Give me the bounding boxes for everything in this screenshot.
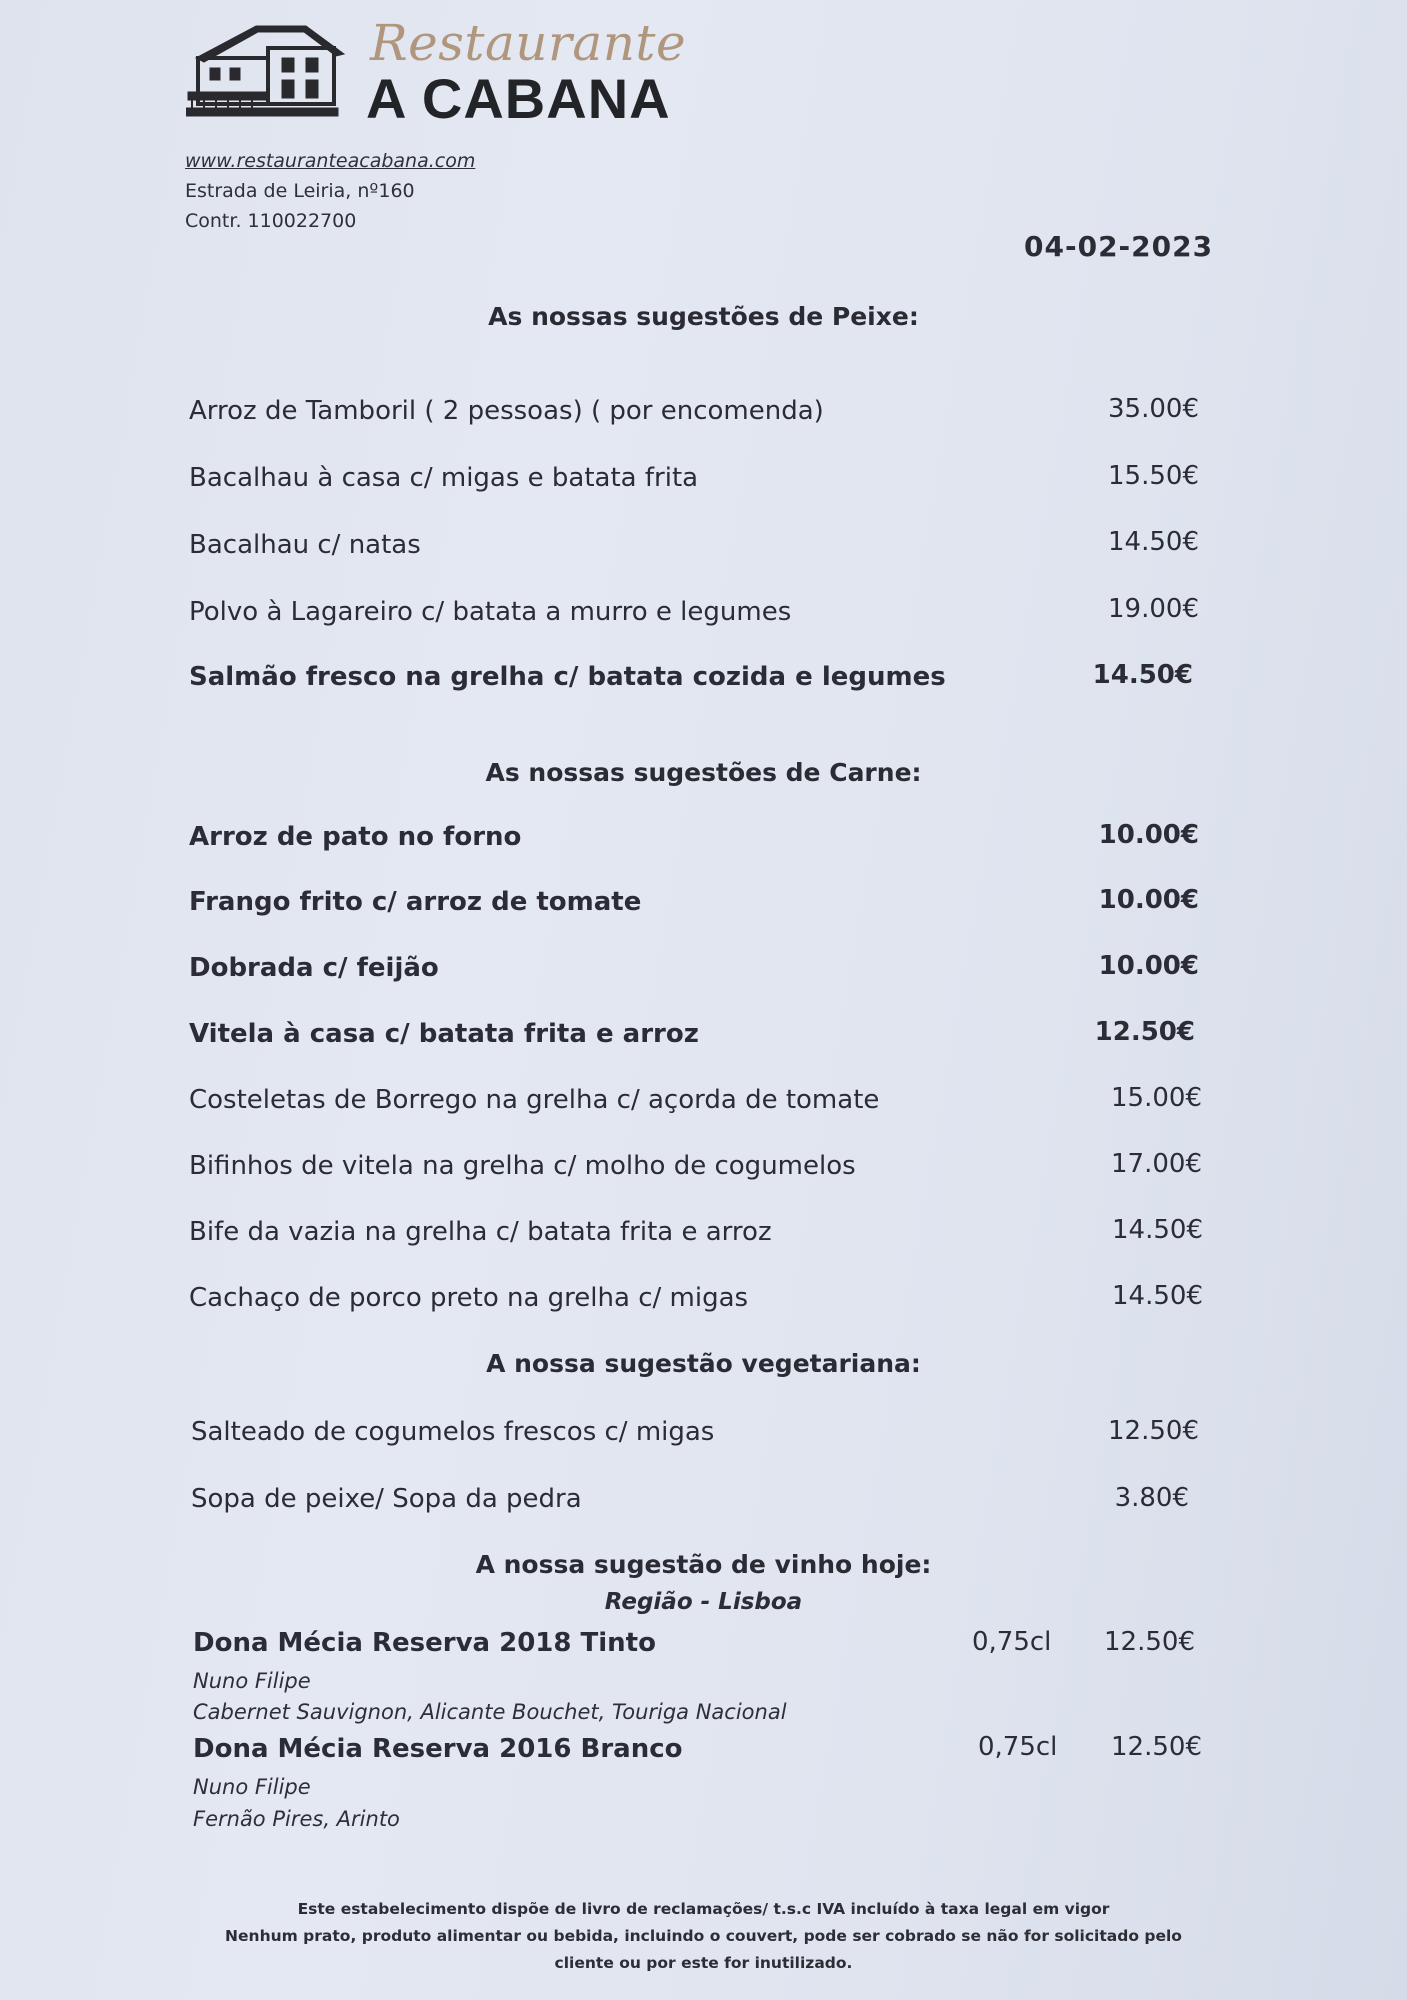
menu-item-price: 10.00€ [1098, 820, 1199, 850]
menu-item-price: 14.50€ [1108, 527, 1199, 557]
wine-grapes: Fernão Pires, Arinto [193, 1807, 400, 1831]
footer-line: Nenhum prato, produto alimentar ou bebida, incluindo o couvert, pode ser cobrado se não for solicitado pelo [225, 1927, 1182, 1945]
wine-region: Região - Lisboa [604, 1589, 803, 1615]
menu-item-name: Bife da vazia na grelha c/ batata frita e arroz [189, 1217, 772, 1247]
menu-item-name: Arroz de Tamboril ( 2 pessoas) ( por encomenda) [189, 396, 824, 426]
menu-item-name: Salteado de cogumelos frescos c/ migas [191, 1417, 715, 1447]
brand-script-title: Restaurante [370, 14, 687, 72]
menu-item-name: Dobrada c/ feijão [189, 953, 439, 983]
menu-item-name: Bacalhau à casa c/ migas e batata frita [189, 463, 699, 493]
menu-item-name: Frango frito c/ arroz de tomate [189, 887, 642, 917]
menu-item-price: 17.00€ [1111, 1149, 1202, 1179]
legal-footer [150, 1896, 1257, 1977]
menu-item-name: Costeletas de Borrego na grelha c/ açorda de tomate [189, 1085, 880, 1115]
wine-grapes: Cabernet Sauvignon, Alicante Bouchet, Touriga Nacional [193, 1700, 787, 1724]
wine-price: 12.50€ [1104, 1627, 1195, 1657]
wine-name: Dona Mécia Reserva 2018 Tinto [193, 1628, 656, 1658]
menu-item-price: 35.00€ [1108, 394, 1199, 424]
menu-item-name: Bacalhau c/ natas [189, 530, 421, 560]
menu-item-name: Arroz de pato no forno [189, 822, 522, 852]
menu-item-price: 15.00€ [1111, 1083, 1202, 1113]
wine-price: 12.50€ [1111, 1732, 1202, 1762]
menu-item-price: 14.50€ [1112, 1281, 1203, 1311]
wine-name: Dona Mécia Reserva 2016 Branco [193, 1734, 683, 1764]
wine-volume: 0,75cl [978, 1732, 1058, 1762]
fish-section-heading: As nossas sugestões de Peixe: [488, 302, 919, 331]
footer-line: Este estabelecimento dispõe de livro de reclamações/ t.s.c IVA incluído à taxa legal em vigor [297, 1900, 1110, 1918]
meat-section-heading: As nossas sugestões de Carne: [485, 758, 922, 787]
tax-id: Contr. 110022700 [185, 210, 357, 232]
brand-name: A CABANA [366, 67, 671, 130]
wine-producer: Nuno Filipe [193, 1775, 311, 1799]
restaurant-logo [186, 18, 346, 122]
menu-item-price: 19.00€ [1108, 594, 1199, 624]
footer-line: cliente ou por este for inutilizado. [554, 1954, 853, 1972]
website-link[interactable]: www.restauranteacabana.com [185, 150, 476, 172]
menu-item-price: 14.50€ [1092, 660, 1193, 690]
menu-item-name: Sopa de peixe/ Sopa da pedra [191, 1484, 582, 1514]
address: Estrada de Leiria, nº160 [185, 180, 415, 202]
menu-date: 04-02-2023 [1024, 230, 1214, 263]
wine-volume: 0,75cl [972, 1627, 1052, 1657]
menu-item-price: 15.50€ [1108, 461, 1199, 491]
vegetarian-section-heading: A nossa sugestão vegetariana: [486, 1349, 921, 1378]
menu-item-name: Bifinhos de vitela na grelha c/ molho de cogumelos [189, 1151, 856, 1181]
menu-item-price: 14.50€ [1112, 1215, 1203, 1245]
menu-item-price: 12.50€ [1108, 1416, 1199, 1446]
menu-item-name: Polvo à Lagareiro c/ batata a murro e legumes [189, 597, 792, 627]
menu-item-name: Cachaço de porco preto na grelha c/ migas [189, 1283, 749, 1313]
menu-item-name: Salmão fresco na grelha c/ batata cozida e legumes [189, 662, 946, 692]
menu-item-price: 10.00€ [1098, 951, 1199, 981]
menu-item-name: Vitela à casa c/ batata frita e arroz [189, 1019, 699, 1049]
menu-item-price: 10.00€ [1098, 885, 1199, 915]
menu-item-price: 12.50€ [1094, 1017, 1195, 1047]
menu-item-price: 3.80€ [1114, 1483, 1189, 1513]
wine-section-heading: A nossa sugestão de vinho hoje: [475, 1550, 932, 1579]
wine-producer: Nuno Filipe [193, 1669, 311, 1693]
contact-block [185, 146, 475, 236]
